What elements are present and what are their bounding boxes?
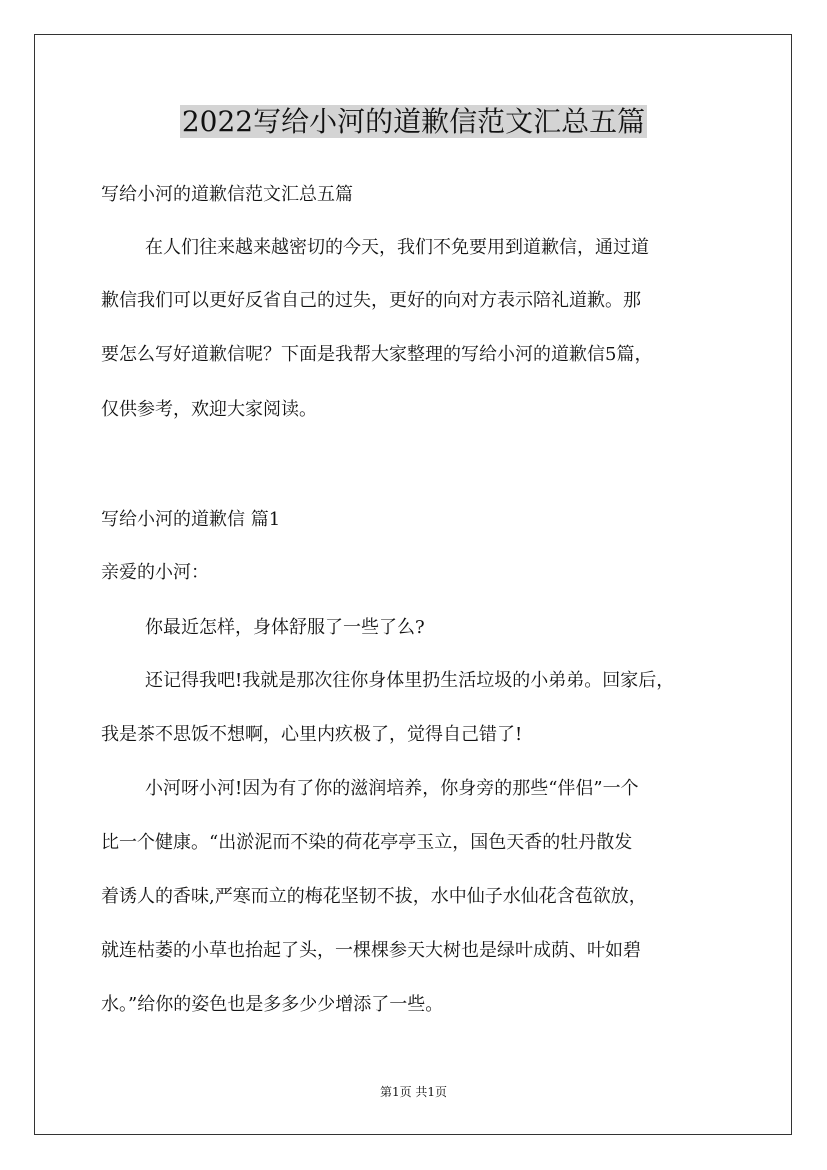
intro-line: 仅供参考，欢迎大家阅读。 xyxy=(101,399,317,420)
body-line: 小河呀小河!因为有了你的滋润培养，你身旁的那些“伴侣”一个 xyxy=(145,778,639,799)
body-line: 比一个健康。“出淤泥而不染的荷花亭亭玉立，国色天香的牡丹散发 xyxy=(101,832,633,853)
body-line: 你最近怎样，身体舒服了一些了么? xyxy=(145,617,425,638)
body-line: 着诱人的香味,严寒而立的梅花坚韧不拔，水中仙子水仙花含苞欲放， xyxy=(101,886,647,907)
body-line: 就连枯萎的小草也抬起了头，一棵棵参天大树也是绿叶成荫、叶如碧 xyxy=(101,940,641,961)
intro-line: 歉信我们可以更好反省自己的过失，更好的向对方表示陪礼道歉。那 xyxy=(101,290,641,311)
body-line: 水。”给你的姿色也是多多少少增添了一些。 xyxy=(101,994,444,1015)
intro-line: 要怎么写好道歉信呢？下面是我帮大家整理的写给小河的道歉信5篇， xyxy=(101,344,653,365)
document-title xyxy=(0,102,827,142)
body-line: 还记得我吧!我就是那次往你身体里扔生活垃圾的小弟弟。回家后， xyxy=(145,670,675,691)
body-line: 我是茶不思饭不想啊，心里内疚极了，觉得自己错了! xyxy=(101,724,523,745)
section-heading: 写给小河的道歉信 篇1 xyxy=(101,509,281,530)
document-title-text: 2022写给小河的道歉信范文汇总五篇 xyxy=(181,105,646,138)
intro-line: 在人们往来越来越密切的今天，我们不免要用到道歉信，通过道 xyxy=(145,237,649,258)
salutation: 亲爱的小河： xyxy=(101,562,209,583)
document-subtitle: 写给小河的道歉信范文汇总五篇 xyxy=(101,184,353,205)
page-footer: 第1页 共1页 xyxy=(379,1085,448,1099)
